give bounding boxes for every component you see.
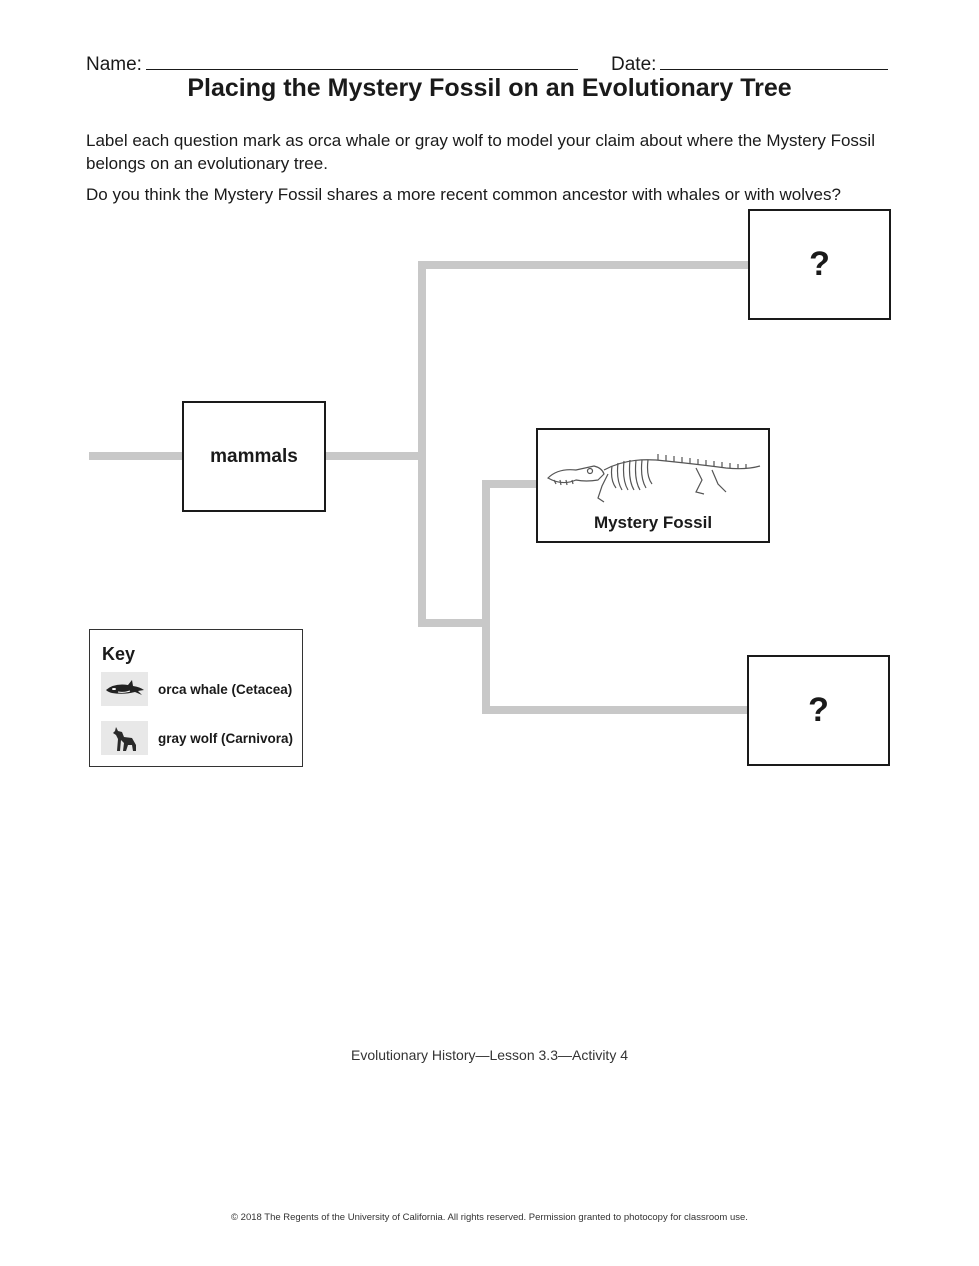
- branch-top: [418, 261, 750, 269]
- key-item-wolf: [101, 721, 293, 755]
- orca-icon: [101, 672, 148, 706]
- page-title: Placing the Mystery Fossil on an Evolutionary Tree: [187, 74, 792, 102]
- branch-root-right: [324, 452, 423, 460]
- branch-root-left: [89, 452, 184, 460]
- key-item-orca: [101, 672, 292, 706]
- top-question-mark: ?: [809, 245, 830, 283]
- name-label: Name:: [86, 54, 142, 75]
- mammals-node: [182, 401, 326, 512]
- branch-fossil: [482, 480, 538, 488]
- branch-inner-vertical: [482, 480, 490, 714]
- key-label-wolf: gray wolf (Carnivora): [158, 730, 294, 746]
- mystery-fossil-label: Mystery Fossil: [593, 513, 713, 532]
- lesson-footer: Evolutionary History—Lesson 3.3—Activity 4: [351, 1047, 628, 1063]
- branch-bottom: [482, 706, 750, 714]
- bottom-question-mark: ?: [808, 691, 829, 729]
- question-paragraph: Do you think the Mystery Fossil shares a more recent common ancestor with whales or with wolves?: [86, 185, 841, 204]
- date-field[interactable]: [611, 52, 888, 76]
- date-blank[interactable]: [660, 52, 888, 70]
- top-answer-box[interactable]: [748, 209, 891, 320]
- copyright-notice: © 2018 The Regents of the University of California. All rights reserved. Permission granted to photocopy for classroom use.: [231, 1212, 748, 1223]
- legend-key: [89, 629, 303, 767]
- branch-inner-connector: [418, 619, 490, 627]
- key-label-orca: orca whale (Cetacea): [158, 681, 293, 697]
- name-field[interactable]: [86, 52, 578, 76]
- key-title: Key: [102, 644, 136, 664]
- date-label: Date:: [611, 54, 657, 75]
- name-blank[interactable]: [146, 52, 578, 70]
- wolf-icon: [101, 721, 148, 755]
- mammals-label: mammals: [210, 445, 298, 467]
- fossil-skeleton-icon: [546, 440, 762, 508]
- bottom-answer-box[interactable]: [747, 655, 890, 766]
- branch-main-vertical: [418, 261, 426, 627]
- instruction-paragraph: Label each question mark as orca whale or gray wolf to model your claim about where the Mystery Fossil belongs on an evolutionary tree.: [86, 131, 875, 173]
- mystery-fossil-node: [536, 428, 770, 543]
